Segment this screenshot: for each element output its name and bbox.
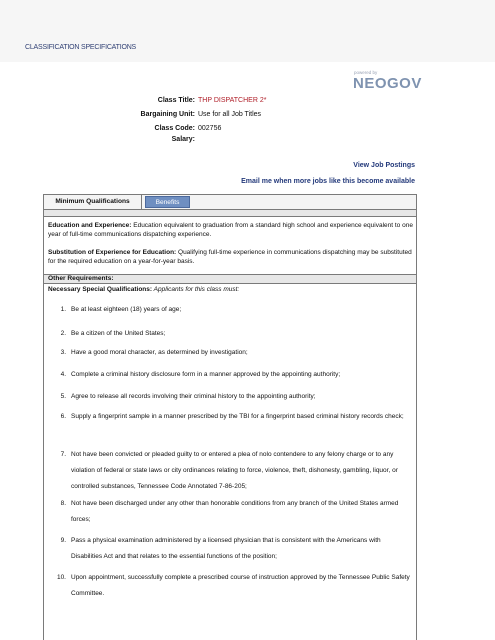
salary-label: Salary: — [171, 136, 195, 143]
bargaining-unit-row — [0, 111, 495, 121]
neogov-logo[interactable] — [352, 70, 422, 94]
item-text: Be at least eighteen (18) years of age; — [71, 306, 182, 313]
substitution-label: Substitution of Experience for Education: — [48, 249, 177, 256]
substitution-text: Qualifying full-time experience in communications dispatching may be substituted for the required education on a year-for-year basis. — [48, 249, 412, 265]
item-text: Not have been discharged under any other than honorable conditions from any branch of the United States armed forces; — [71, 500, 399, 523]
item-text: Complete a criminal history disclosure form in a manner approved by the appointing authority; — [71, 371, 341, 378]
item-number: 2. — [60, 330, 66, 337]
class-code-label: Class Code: — [154, 125, 195, 132]
education-label: Education and Experience: — [48, 222, 132, 229]
item-number: 9. — [60, 537, 66, 544]
nsq-label: Necessary Special Qualifications: — [48, 286, 153, 293]
education-text: Education equivalent to graduation from a standard high school and experience equivalent to one year of full-time communications dispatching experience. — [48, 222, 413, 238]
item-text: Have a good moral character, as determined by investigation; — [71, 349, 248, 356]
qualifications-panel — [43, 194, 417, 640]
class-title-label: Class Title: — [157, 97, 195, 104]
item-number: 5. — [60, 393, 66, 400]
powered-by-text: powered by — [354, 70, 378, 75]
class-code-value: 002756 — [198, 125, 222, 132]
section-divider — [44, 209, 416, 217]
nsq-text: Applicants for this class must: — [152, 286, 240, 293]
item-number: 10. — [56, 574, 66, 581]
class-title-value: THP DISPATCHER 2* — [198, 97, 267, 104]
other-requirements-header: Other Requirements: — [44, 274, 416, 284]
header-band — [0, 0, 495, 62]
item-text: Supply a fingerprint sample in a manner prescribed by the TBI for a fingerprint based criminal history records check; — [71, 413, 404, 420]
email-alert-link[interactable]: Email me when more jobs like this become available — [241, 178, 415, 185]
special-qualifications-intro — [48, 286, 239, 293]
item-text: Not have been convicted or pleaded guilty to or entered a plea of nolo contendere to any felony charge or to any violation of federal or state laws or city ordinances relating to force, violence, theft, dishonesty, gambling, liquor, or controlled substances, Tennessee Code Annotated 7-86-205; — [71, 451, 398, 490]
tab-minimum-qualifications[interactable]: Minimum Qualifications — [44, 195, 142, 209]
bargaining-unit-label: Bargaining Unit: — [140, 111, 195, 118]
salary-row — [0, 136, 495, 146]
neogov-brand: NEOGOV — [353, 75, 422, 92]
item-text: Pass a physical examination administered by a licensed physician that is consistent with the Americans with Disabilities Act and that relates to the essential functions of the position; — [71, 537, 381, 560]
substitution-paragraph — [48, 248, 414, 266]
item-text: Be a citizen of the United States; — [71, 330, 166, 337]
class-title-row — [0, 97, 495, 107]
view-job-postings-link[interactable]: View Job Postings — [353, 162, 415, 169]
item-text: Upon appointment, successfully complete a prescribed course of instruction approved by the Tennessee Public Safety Committee. — [71, 574, 410, 597]
item-number: 1. — [60, 306, 66, 313]
tab-benefits[interactable]: Benefits — [145, 196, 190, 208]
item-number: 7. — [60, 451, 66, 458]
item-number: 3. — [60, 349, 66, 356]
education-paragraph — [48, 221, 414, 239]
page-header-title: CLASSIFICATION SPECIFICATIONS — [25, 44, 137, 51]
item-number: 4. — [60, 371, 66, 378]
item-text: Agree to release all records involving their criminal history to the appointing authority; — [71, 393, 316, 400]
bargaining-unit-value: Use for all Job Titles — [198, 111, 262, 118]
item-number: 6. — [60, 413, 66, 420]
class-code-row — [0, 125, 495, 135]
item-number: 8. — [60, 500, 66, 507]
tab-bar — [44, 195, 416, 209]
